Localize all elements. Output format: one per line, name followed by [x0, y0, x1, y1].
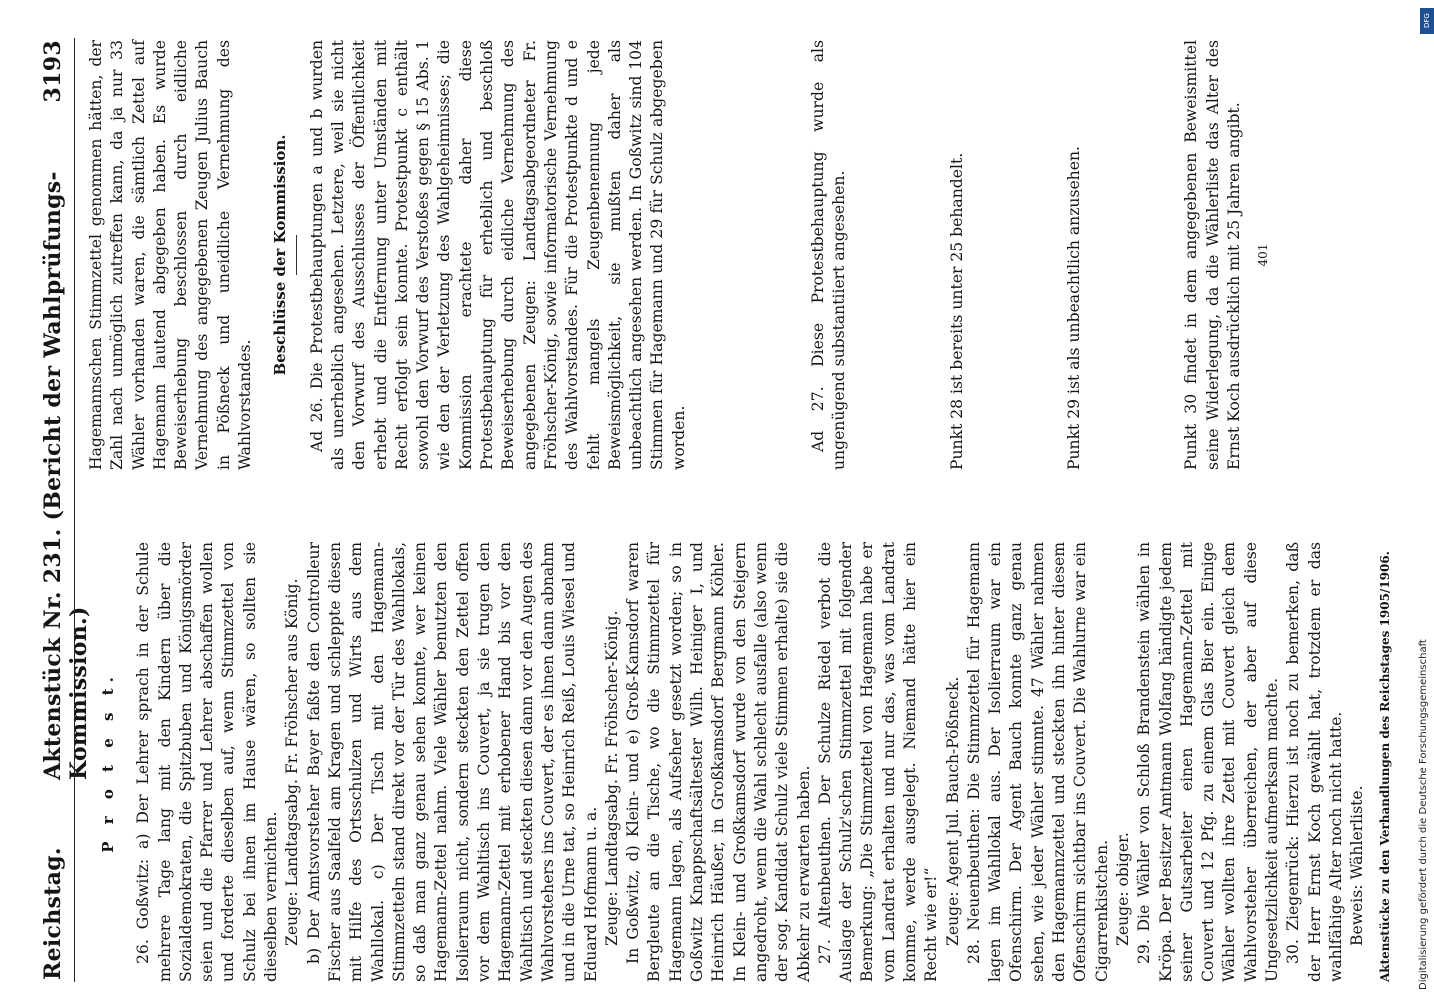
- evidence-30: Beweis: Wählerliste.: [1348, 785, 1367, 946]
- paragraph-punkt-30: Punkt 30 findet in dem angegebenen Beweismittel seine Widerlegung, da die Wählerliste das Alter des Ernst Koch ausdrücklich mit 25 Jahren angibt.: [1182, 40, 1243, 470]
- paragraph-27: 27. Altenbeuthen. Der Schulze Riedel verbot die Auslage der Schulz'schen Stimmzettel mit folgender Bemerkung: „Die Stimmzettel von Hagemann habe er vom Landrat erhalten und nur das, was vom Landrat komme, werde ausgelegt. Niemand hätte hier ein Recht wie er!“: [815, 542, 941, 982]
- digitization-credit: Digitalisierung gefördert durch die Deutsche Forschungsgemeinschaft: [1418, 639, 1429, 990]
- page-header: [32, 30, 92, 990]
- paragraph-ad-27: Ad 27. Diese Protestbehauptung wurde als ungenügend substantiiert angesehen.: [809, 40, 849, 470]
- paragraph-26c: In Goßwitz, d) Klein- und e) Groß-Kamsdorf waren Bergleute an die Tische, wo die Stimmzettel für Hagemann lagen, als Aufseher gesetzt worden; so in Goßwitz Knappschaftsältester Wilh. Heiniger I, und Heinrich Häußer, in Großkamsdorf Bergmann Köhler. In Klein- und Großkamsdorf wurde von den Steigern angedroht, wenn die Wahl schlecht ausfalle (also wenn der sog. Kandidat Schulz viele Stimmen erhalte) sie die Abkehr zu erwarten haben.: [624, 542, 813, 982]
- header-rule: [74, 38, 75, 982]
- dfg-logo-icon: DFG: [1420, 8, 1434, 34]
- paragraph-ad-26: Ad 26. Die Protestbehauptungen a und b wurden als unerheblich angesehen. Letztere, weil sie nicht den Vorwurf des Ausschlusses der Öffentlichkeit erhebt und die Entfernung unter Umständen mit Recht erfolgt sein konnte. Protestpunkt c enthält sowohl den Vorwurf des Verstoßes gegen § 15 Abs. 1 wie den der Verletzung des Wahlgeheimnisses; die Kommission erachtete daher diese Protestbehauptung für erheblich und beschloß Beweiserhebung durch eidliche Vernehmung des angegebenen Zeugen: Landtagsabgeordneter Fr. Fröhscher-König, sowie informatorische Vernehmung des Wahlvorstandes. Für die Protestpunkte d und e fehlt mangels Zeugenbenennung jede Beweismöglichkeit, sie mußten daher als unbeachtlich angesehen werden. In Goßwitz sind 104 Stimmen für Hagemann und 29 für Schulz abgegeben worden.: [307, 40, 688, 470]
- protest-heading: P r o t e s t.: [99, 671, 117, 853]
- sheet-number: 401: [1256, 243, 1271, 267]
- rotated-page-content: [24, 30, 1392, 990]
- header-reichstag: Reichstag.: [40, 847, 66, 980]
- page-footer: Aktenstücke zu den Verhandlungen des Reichstages 1905/1906.: [1377, 551, 1392, 982]
- paragraph-29: 29. Die Wähler von Schloß Brandenstein wählen in Kröpa. Der Besitzer Amtmann Wolfang händigte jedem seiner Gutsarbeiter einen Hagemann-Zettel mit Couvert und 12 Pfg. zu einem Glas Bier ein. Einige Wähler wollten ihre Zettel mit Couvert gleich dem Wahlvorsteher überreichen, der aber auf diese Ungesetzlichkeit aufmerksam machte.: [1135, 542, 1282, 982]
- witness-27: Zeuge: Agent Jul. Bauch-Pößneck.: [943, 676, 962, 946]
- paragraph-26b: b) Der Amtsvorsteher Bayer faßte den Controlleur Fischer aus Saalfeld am Kragen und schleppte diesen mit Hilfe des Ortsschulzen und Wirts aus dem Wahllokal. c) Der Tisch mit den Hagemann-Stimmzetteln stand direkt vor der Tür des Wahllokals, so daß man ganz genau sehen konnte, wer keinen Hagemann-Zettel nahm. Viele Wähler benutzten den Isolierraum nicht, sondern steckten den Zettel offen vor dem Wahltisch ins Couvert, ja sie trugen den Hagemann-Zettel mit erhobener Hand bis vor den Wahltisch und steckten diesen dann vor den Augen des Wahlvorstehers ins Couvert, der es ihnen dann abnahm und in die Urne tat, so Heinrich Reiß, Louis Wiesel und Eduard Hofmann u. a.: [304, 542, 600, 982]
- paragraph-intro: Hagemannschen Stimmzettel genommen hätten, der Zahl nach unmöglich zutreffen kann, da ja nur 33 Wähler vorhanden waren, die sämtlich Zettel auf Hagemann lautend abgegeben haben. Es wurde Beweiserhebung beschlossen durch eidliche Vernehmung des angegebenen Zeugen Julius Bauch in Pößneck und uneidliche Vernehmung des Wahlvorstandes.: [87, 40, 255, 470]
- header-document-title: Aktenstück Nr. 231. (Bericht der Wahlprüfungs-Kommission.): [40, 171, 92, 780]
- paragraph-28: 28. Neuenbeuthen: Die Stimmzettel für Hagemann lagen im Wahllokal aus. Der Isolierraum war ein Ofenschirm. Der Agent Bauch konnte ganz genau sehen, wie jeder Wähler stimmte. 47 Wähler nahmen den Hagemannzettel und steckten ihn hinter diesem Ofenschirm sichtbar ins Couvert. Die Wahlurne war ein Cigarrenkistchen.: [964, 542, 1111, 982]
- witness-28: Zeuge: obiger.: [1113, 832, 1132, 946]
- paragraph-30: 30. Ziegenrück: Hierzu ist noch zu bemerken, daß der Herr Ernst Koch gewählt hat, trotzdem er das wahlfähige Alter noch nicht hatte.: [1284, 542, 1345, 982]
- paragraph-punkt-29: Punkt 29 ist als unbeachtlich anzusehen.: [1064, 146, 1083, 470]
- header-page-number: 3193: [40, 40, 66, 103]
- left-column: [86, 542, 1396, 982]
- paragraph-26a: 26. Goßwitz: a) Der Lehrer sprach in der Schule mehrere Tage lang mit den Kindern über die Sozialdemokraten, die Spitzbuben und Königsmörder seien und die Pfarrer und Lehrer abschaffen wollen und forderte dieselben auf, wenn Stimmzettel von Schulz bei ihnen im Hause wären, so sollten sie dieselben vernichten.: [134, 542, 281, 982]
- heading-rule: [296, 235, 297, 275]
- witness-26b: Zeuge: Landtagsabg. Fr. Fröhscher-König.: [602, 610, 621, 946]
- paragraph-punkt-28: Punkt 28 ist bereits unter 25 behandelt.: [947, 152, 966, 470]
- right-column: [86, 40, 1274, 470]
- witness-26a: Zeuge: Landtagsabg. Fr. Fröhscher aus König.: [283, 578, 302, 946]
- commission-decisions-heading: Beschlüsse der Kommission.: [271, 134, 290, 376]
